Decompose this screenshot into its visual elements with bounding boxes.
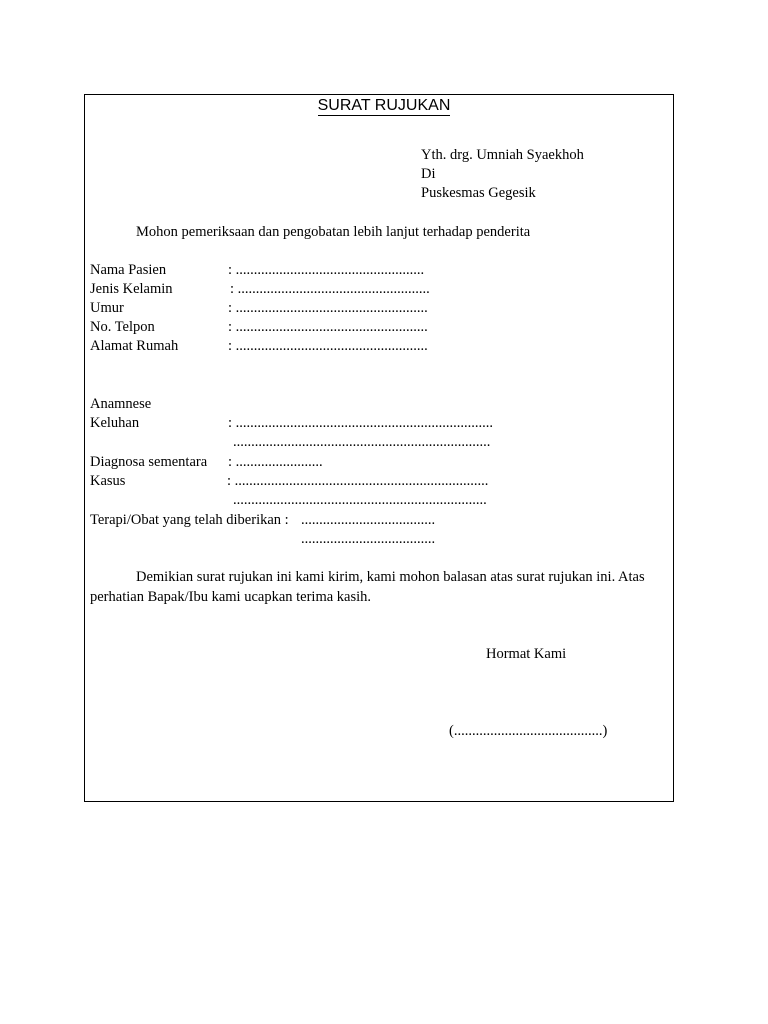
- field-label-alamat-rumah: Alamat Rumah: [90, 338, 179, 354]
- closing-paragraph: Demikian surat rujukan ini kami kirim, kami mohon balasan atas surat rujukan ini. Atas perhatian Bapak/Ibu kami ucapkan terima kasih.: [90, 569, 645, 605]
- letter-title: SURAT RUJUKAN: [317, 97, 451, 114]
- kasus-label: Kasus: [90, 473, 126, 489]
- field-value-no-telpon: : .....................................................: [228, 319, 428, 335]
- field-label-umur: Umur: [90, 300, 124, 316]
- keluhan-line-1: : .......................................................................: [228, 415, 494, 431]
- diagnosa-label: Diagnosa sementara: [90, 454, 208, 470]
- anamnese-label: Anamnese: [90, 396, 152, 412]
- terapi-label: Terapi/Obat yang telah diberikan :: [90, 512, 289, 528]
- field-value-nama-pasien: : ....................................................: [228, 262, 425, 278]
- keluhan-line-2: .......................................................................: [233, 434, 491, 450]
- recipient-place: Puskesmas Gegesik: [421, 185, 536, 201]
- field-value-alamat-rumah: : .....................................................: [228, 338, 428, 354]
- field-label-jenis-kelamin: Jenis Kelamin: [90, 281, 173, 297]
- signature-line: (.........................................): [449, 723, 608, 739]
- field-value-jenis-kelamin: : .....................................................: [230, 281, 430, 297]
- field-label-no-telpon: No. Telpon: [90, 319, 155, 335]
- recipient-location-prefix: Di: [421, 166, 436, 182]
- recipient-salutation: Yth. drg. Umniah Syaekhoh: [421, 147, 584, 163]
- terapi-line-2: .....................................: [301, 531, 436, 547]
- field-value-umur: : .....................................................: [228, 300, 428, 316]
- keluhan-label: Keluhan: [90, 415, 140, 431]
- field-label-nama-pasien: Nama Pasien: [90, 262, 167, 278]
- signoff-text: Hormat Kami: [486, 646, 567, 662]
- kasus-line-1: : ......................................................................: [227, 473, 489, 489]
- terapi-line-1: .....................................: [301, 512, 436, 528]
- kasus-line-2: ......................................................................: [233, 492, 487, 508]
- intro-text: Mohon pemeriksaan dan pengobatan lebih lanjut terhadap penderita: [136, 224, 531, 240]
- diagnosa-value: : ........................: [228, 454, 323, 470]
